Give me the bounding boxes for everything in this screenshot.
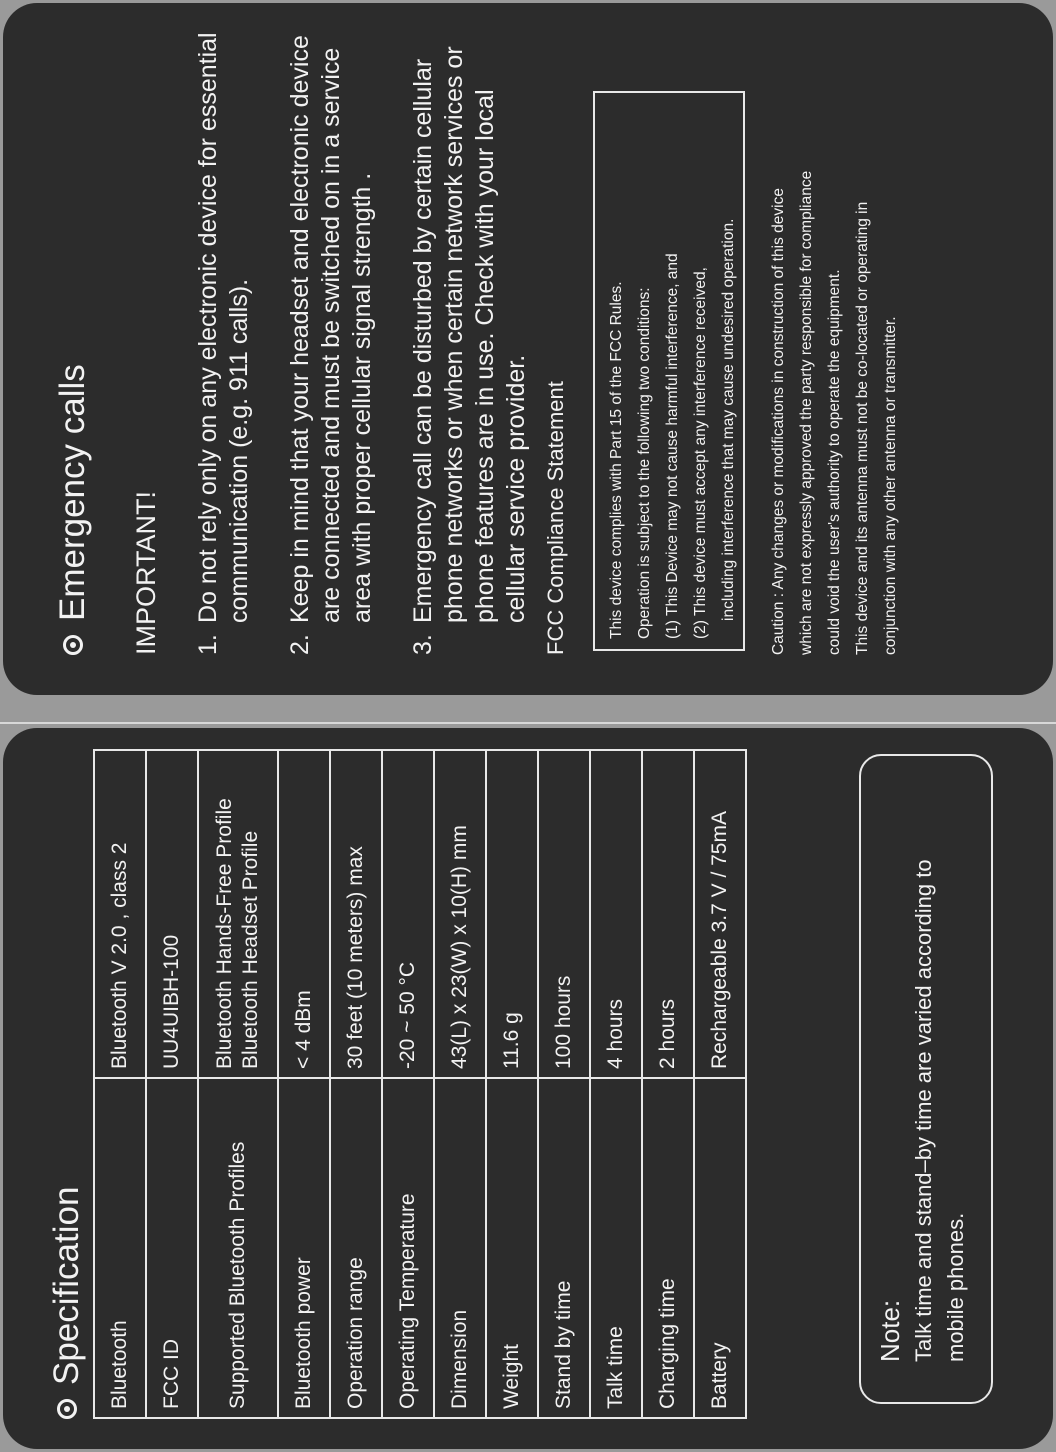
item-line: cellular service provider. — [502, 354, 530, 623]
spec-label: Stand by time — [538, 1078, 590, 1418]
spec-value: 100 hours — [538, 750, 590, 1078]
spec-value-line: Bluetooth Hands-Free Profile — [213, 798, 236, 1069]
note-line: Talk time and stand–by time are varied according to — [911, 859, 936, 1362]
table-row — [642, 750, 694, 1418]
spec-label: Operating Temperature — [382, 1078, 434, 1418]
caution-line: This device and its antenna must not be co-located or operating in — [854, 201, 871, 655]
spec-label: Charging time — [642, 1078, 694, 1418]
table-row — [94, 750, 146, 1418]
spec-value: 2 hours — [642, 750, 694, 1078]
emergency-item-1 — [193, 15, 255, 655]
spec-value: Rechargeable 3.7 V / 75mA — [694, 750, 746, 1078]
bullet-circle-icon — [57, 1399, 77, 1419]
item-number: 2. — [286, 634, 314, 655]
item-line: Do not rely only on any electronic device for essential — [194, 32, 222, 623]
caution-line: which are not expressly approved the party responsible for compliance — [798, 170, 815, 655]
spec-value: 4 hours — [590, 750, 642, 1078]
item-line: Keep in mind that your headset and electronic device — [286, 35, 314, 623]
emergency-panel — [3, 3, 1053, 695]
table-row — [198, 750, 278, 1418]
caution-text — [765, 171, 905, 655]
table-row — [694, 750, 746, 1418]
item-line: phone features are in use. Check with your local — [471, 89, 499, 623]
spec-value — [198, 750, 278, 1078]
emergency-item-3 — [408, 15, 532, 655]
item-line: phone networks or when certain network services or — [440, 46, 468, 623]
spec-value: 30 feet (10 meters) max — [330, 750, 382, 1078]
table-row — [146, 750, 198, 1418]
caution-line: conjunction with any other antenna or transmitter. — [882, 316, 899, 655]
spec-value: UU4UIBH-100 — [146, 750, 198, 1078]
note-text — [908, 756, 972, 1362]
table-row — [590, 750, 642, 1418]
fcc-line: (1) This Device may not cause harmful interference, and — [664, 253, 681, 639]
spec-value-line: Bluetooth Headset Profile — [239, 830, 262, 1069]
spec-label: Supported Bluetooth Profiles — [198, 1078, 278, 1418]
table-row — [278, 750, 330, 1418]
spec-label: Dimension — [434, 1078, 486, 1418]
table-row — [434, 750, 486, 1418]
item-number: 3. — [409, 634, 437, 655]
fcc-compliance-title: FCC Compliance Statement — [543, 381, 568, 655]
item-line: area with proper cellular signal strength . — [348, 172, 376, 623]
spec-label: Battery — [694, 1078, 746, 1418]
fcc-line: Operation is subject to the following two conditions: — [636, 287, 653, 639]
spec-heading — [47, 1187, 87, 1419]
divider — [0, 722, 1056, 724]
spec-label: Weight — [486, 1078, 538, 1418]
fcc-statement-box — [593, 91, 745, 651]
emergency-item-2 — [285, 15, 378, 655]
spec-value: -20 ~ 50 °C — [382, 750, 434, 1078]
fcc-line: (2) This device must accept any interference received, — [692, 267, 709, 639]
item-line: are connected and must be switched on in a service — [317, 47, 345, 623]
note-title: Note: — [875, 1299, 905, 1362]
spec-label: Talk time — [590, 1078, 642, 1418]
table-row — [330, 750, 382, 1418]
item-number: 1. — [194, 634, 222, 655]
specification-panel — [3, 728, 1053, 1449]
spec-value: 43(L) x 23(W) x 10(H) mm — [434, 750, 486, 1078]
caution-line: could void the user's authority to operate the equipment. — [826, 269, 843, 655]
spec-label: Operation range — [330, 1078, 382, 1418]
item-line: communication (e.g. 911 calls). — [225, 278, 253, 623]
caution-line: Caution : Any changes or modifications in construction of this device — [770, 188, 787, 655]
spec-label: Bluetooth power — [278, 1078, 330, 1418]
spec-label: FCC ID — [146, 1078, 198, 1418]
note-box — [859, 754, 993, 1404]
fcc-line: This device complies with Part 15 of the FCC Rules. — [608, 281, 625, 639]
emergency-heading — [53, 364, 93, 655]
item-line: Emergency call can be disturbed by certain cellular — [409, 58, 437, 623]
table-row — [538, 750, 590, 1418]
spec-label: Bluetooth — [94, 1078, 146, 1418]
spec-value: < 4 dBm — [278, 750, 330, 1078]
fcc-line: including interference that may cause undesired operation. — [720, 218, 737, 621]
spec-table — [93, 749, 747, 1419]
important-label: IMPORTANT! — [131, 490, 161, 655]
note-line: mobile phones. — [943, 1212, 968, 1362]
table-row — [382, 750, 434, 1418]
table-row — [486, 750, 538, 1418]
spec-heading-text: Specification — [47, 1186, 86, 1385]
spec-value: 11.6 g — [486, 750, 538, 1078]
emergency-heading-text: Emergency calls — [53, 364, 92, 621]
spec-value: Bluetooth V 2.0 , class 2 — [94, 750, 146, 1078]
bullet-circle-icon — [63, 635, 83, 655]
